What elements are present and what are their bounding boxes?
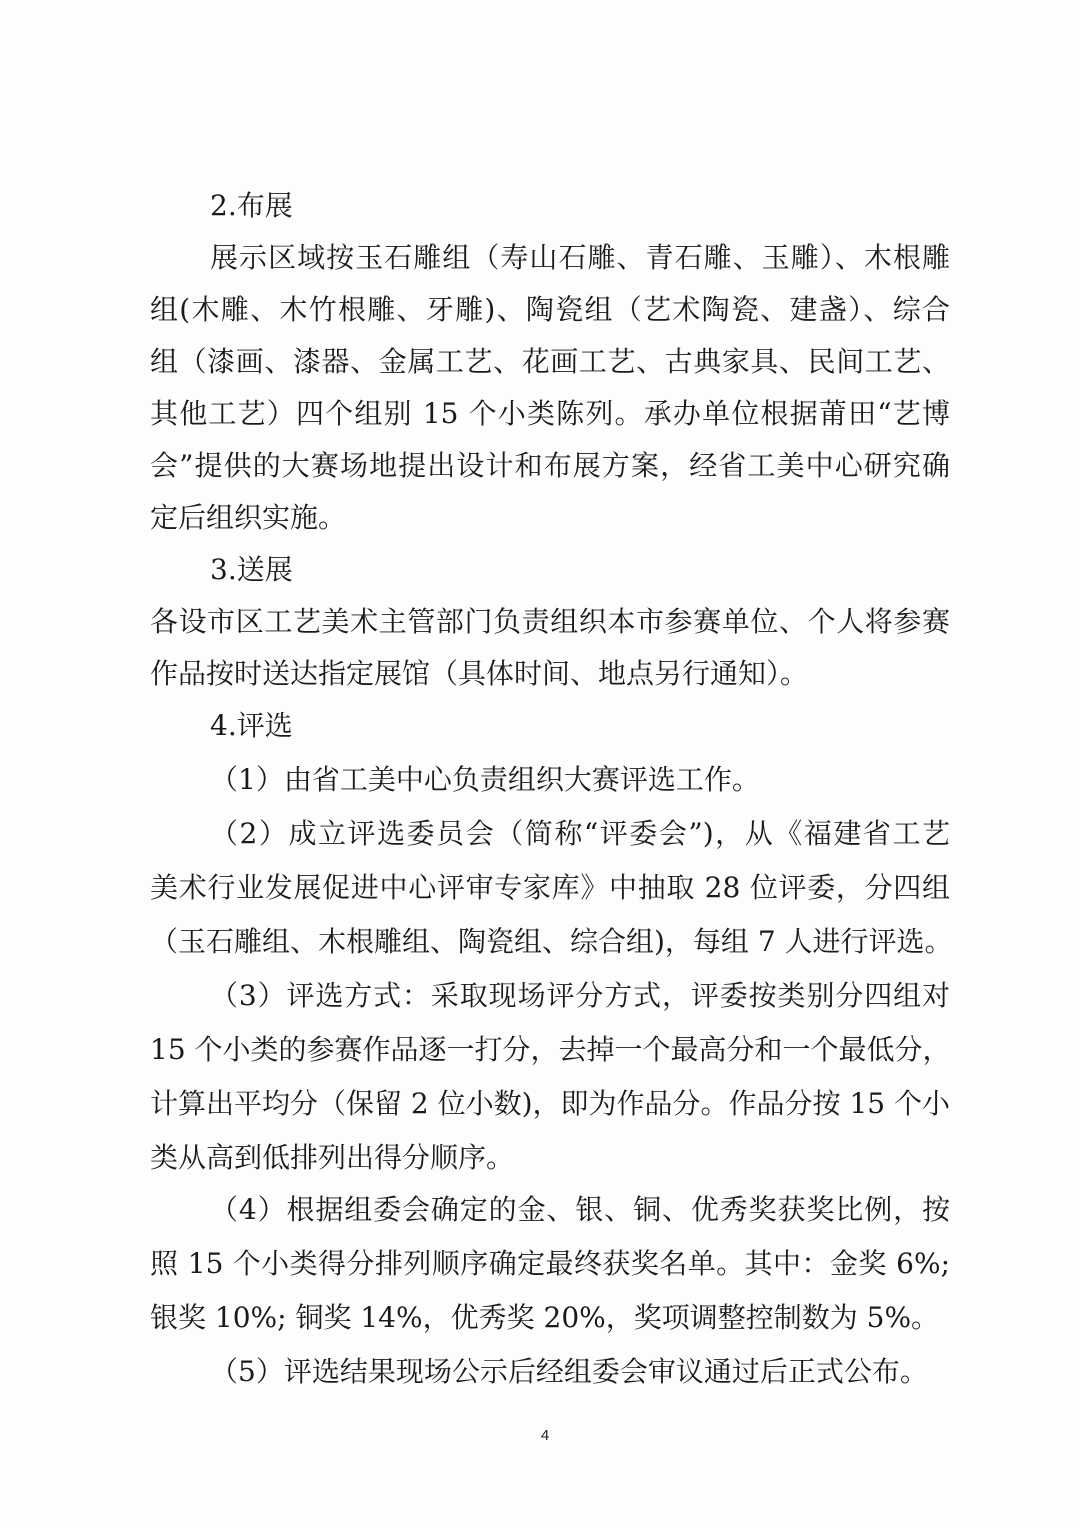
paragraph-line: 类从高到低排列出得分顺序。 — [150, 1141, 515, 1174]
section-heading: 3.送展 — [210, 553, 293, 586]
paragraph-line: 美术行业发展促进中心评审专家库》中抽取 28 位评委，分四组 — [150, 871, 950, 904]
paragraph-line: 计算出平均分（保留 2 位小数)，即为作品分。作品分按 15 个小 — [150, 1087, 950, 1120]
paragraph-line: （1）由省工美中心负责组织大赛评选工作。 — [210, 763, 760, 796]
paragraph-line: 银奖 10%; 铜奖 14%，优秀奖 20%，奖项调整控制数为 5%。 — [150, 1301, 940, 1334]
paragraph-line: （3）评选方式：采取现场评分方式，评委按类别分四组对 — [210, 979, 950, 1012]
section-heading: 4.评选 — [210, 709, 293, 742]
paragraph-line: 各设市区工艺美术主管部门负责组织本市参赛单位、个人将参赛 — [150, 605, 950, 638]
paragraph-line: （2）成立评选委员会（简称“评委会”)，从《福建省工艺 — [210, 817, 950, 850]
paragraph-line: （4）根据组委会确定的金、银、铜、优秀奖获奖比例，按 — [210, 1193, 950, 1226]
section-heading: 2.布展 — [210, 189, 293, 222]
paragraph-line: （5）评选结果现场公示后经组委会审议通过后正式公布。 — [210, 1355, 928, 1388]
paragraph-line: 15 个小类的参赛作品逐一打分，去掉一个最高分和一个最低分， — [150, 1033, 951, 1066]
paragraph-line: （玉石雕组、木根雕组、陶瓷组、综合组)，每组 7 人进行评选。 — [150, 925, 953, 958]
paragraph-line: 作品按时送达指定展馆（具体时间、地点另行通知）。 — [150, 657, 809, 690]
paragraph-line: 展示区域按玉石雕组（寿山石雕、青石雕、玉雕）、木根雕 — [210, 241, 950, 274]
paragraph-line: 其他工艺）四个组别 15 个小类陈列。承办单位根据莆田“艺博 — [150, 397, 950, 430]
paragraph-line: 照 15 个小类得分排列顺序确定最终获奖名单。其中：金奖 6%; — [150, 1247, 950, 1280]
page-number: 4 — [540, 1427, 550, 1444]
paragraph-line: 定后组织实施。 — [150, 501, 347, 534]
paragraph-line: 组(木雕、木竹根雕、牙雕)、陶瓷组（艺术陶瓷、建盏）、综合 — [150, 293, 950, 326]
paragraph-line: 组（漆画、漆器、金属工艺、花画工艺、古典家具、民间工艺、 — [150, 345, 950, 378]
paragraph-line: 会”提供的大赛场地提出设计和布展方案，经省工美中心研究确 — [150, 449, 950, 482]
